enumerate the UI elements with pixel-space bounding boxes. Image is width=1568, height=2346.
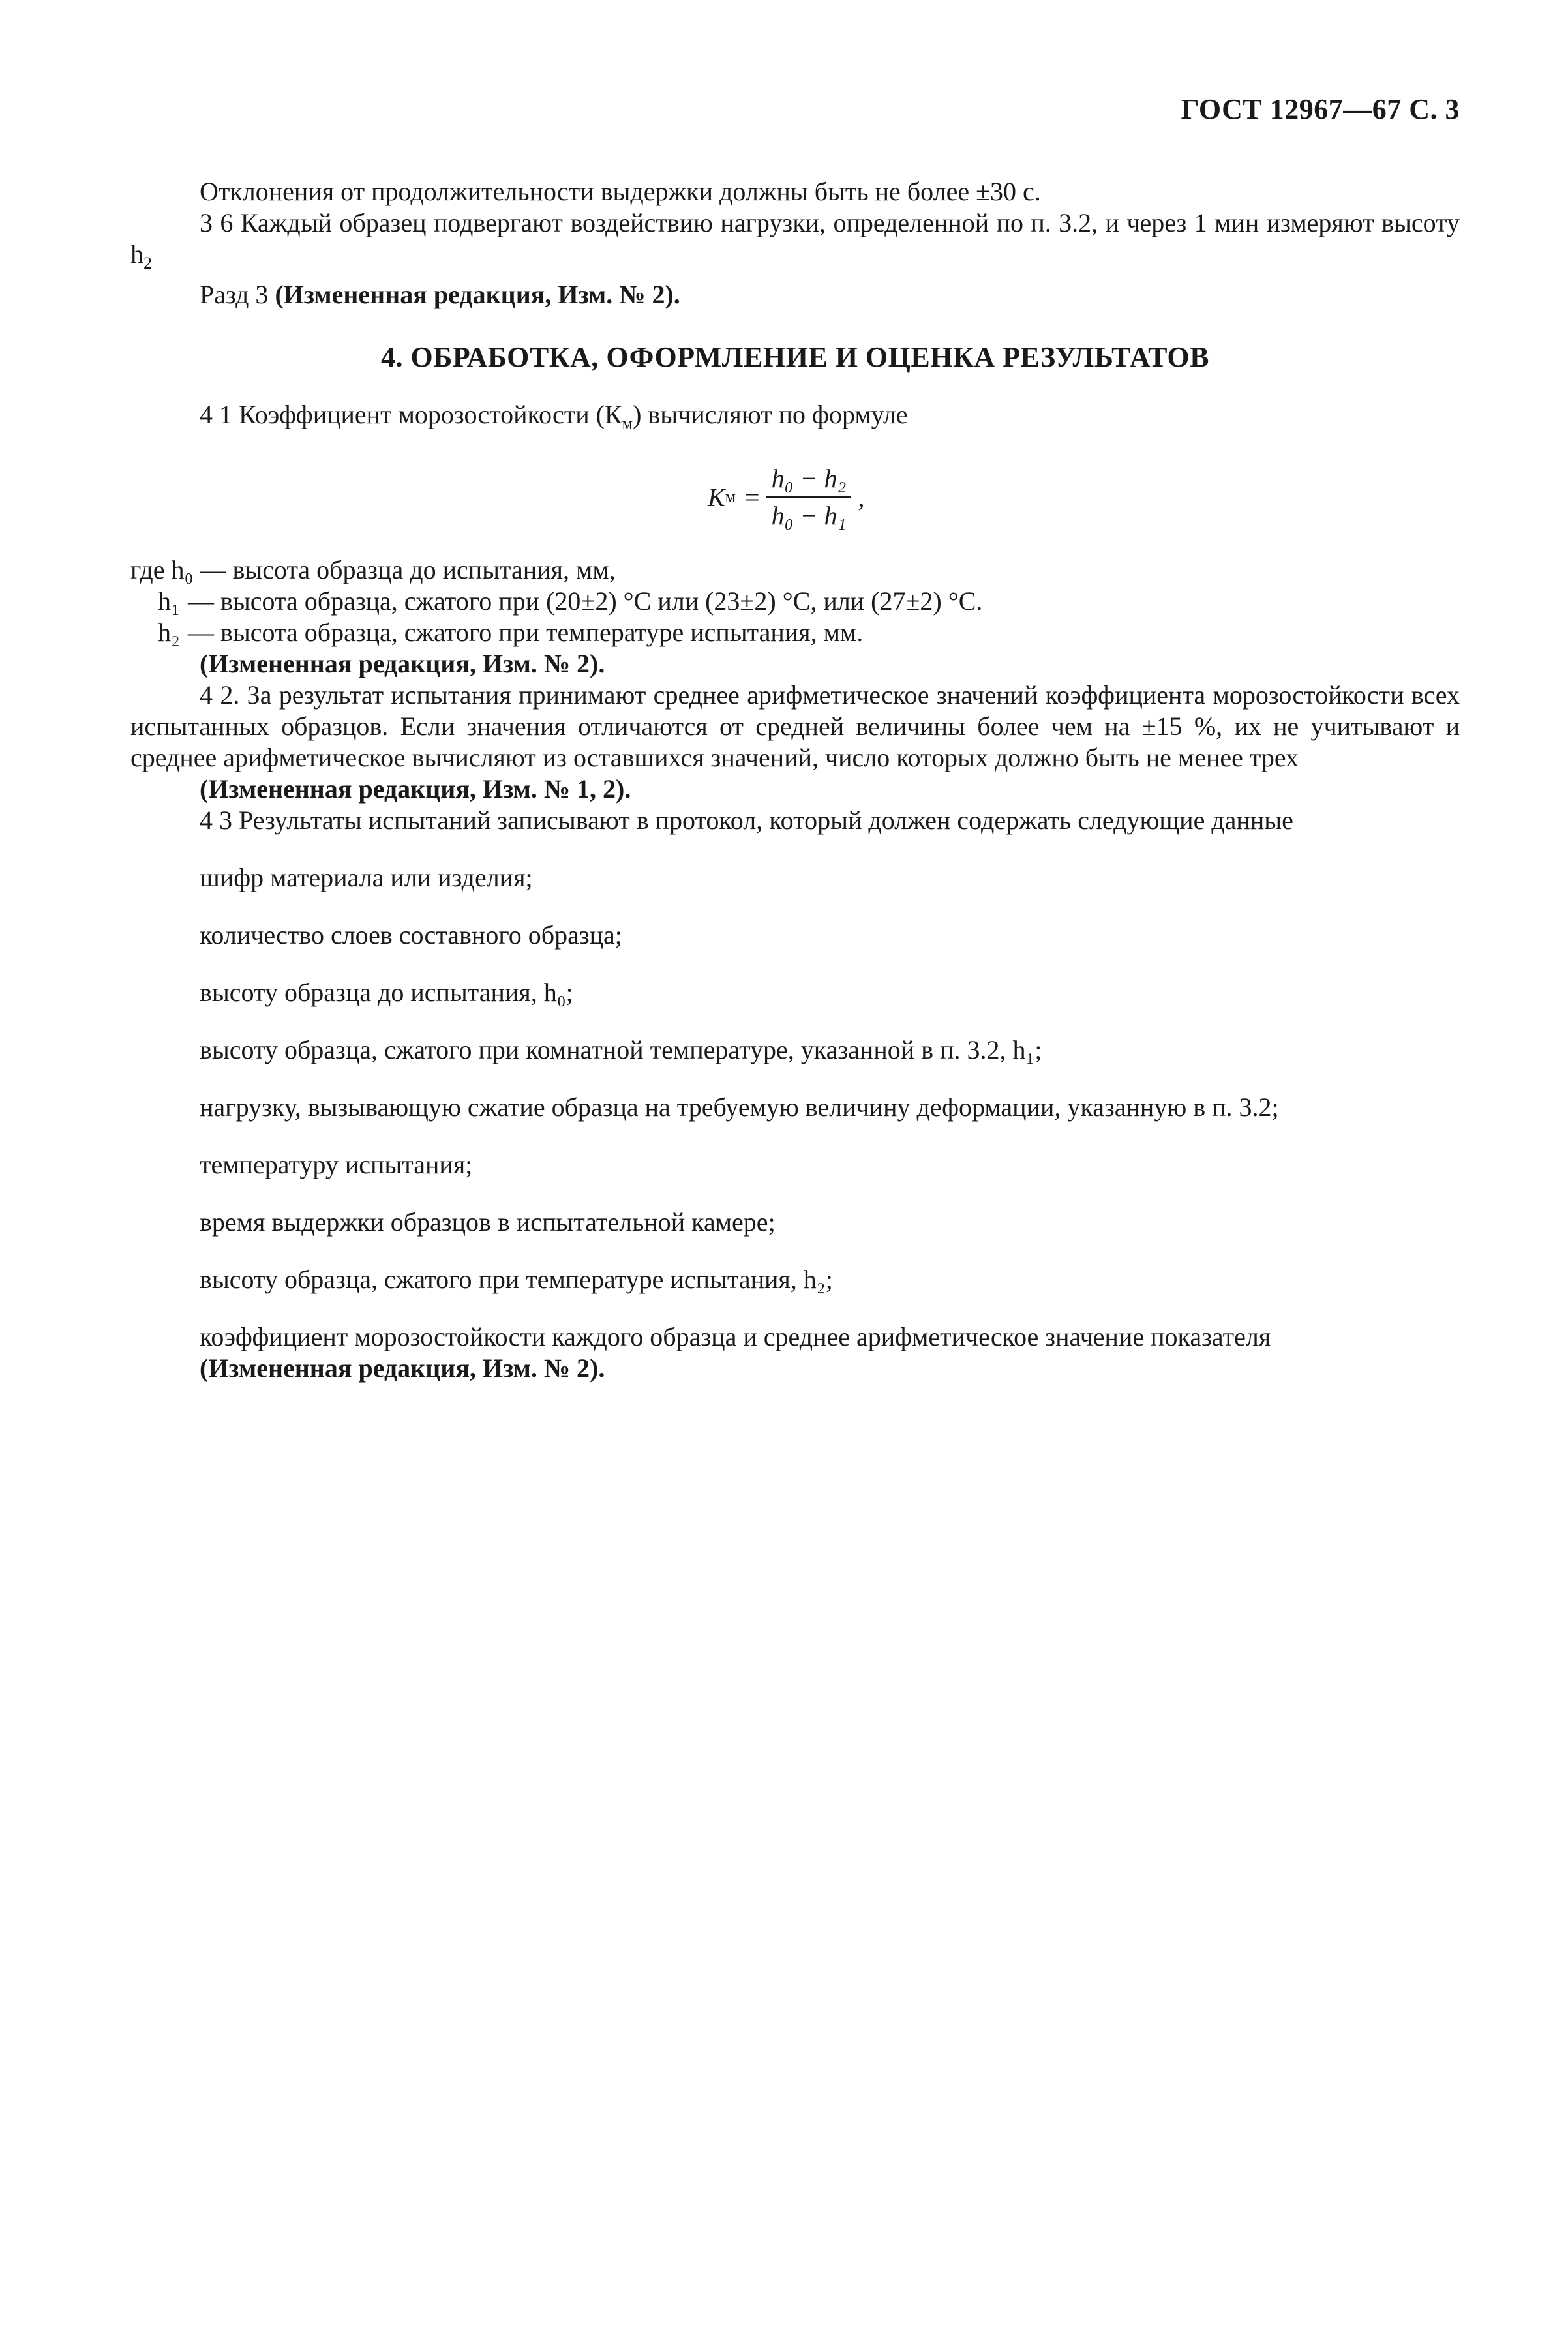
list-item: количество слоев составного образца; [200, 920, 622, 950]
p41-tail: ) вычисляют по формуле [633, 400, 908, 429]
where-label-h1: h₁ [158, 586, 180, 616]
formula-lhs: К [708, 482, 725, 512]
where-block [130, 554, 1460, 648]
where-text-h2: — высота образца, сжатого при температуре испытания, мм. [188, 618, 864, 647]
razd-3-note [130, 279, 1460, 310]
formula-fraction [766, 463, 852, 531]
p41-sub: м [622, 414, 633, 433]
paragraph-3-6-text: 3 6 Каждый образец подвергают воздействию нагрузки, определенной по п. 3.2, и через 1 мин измеряют высоту h [130, 208, 1460, 269]
main-body [130, 648, 1460, 1384]
where-row-h1 [130, 586, 1460, 617]
paragraph-4-1 [130, 399, 1460, 440]
list-item: время выдержки образцов в испытательной камере; [200, 1207, 776, 1237]
paragraph-deviation: Отклонения от продолжительности выдержки должны быть не более ±30 с. [200, 177, 1041, 206]
where-label-h2: h₂ [158, 618, 180, 647]
edit-note-3: (Измененная редакция, Изм. № 2). [200, 1353, 605, 1383]
formula-comma: , [858, 482, 865, 512]
formula-denominator: h₀ − h₁ [771, 501, 847, 530]
razd-edit-note: (Измененная редакция, Изм. № 2). [275, 280, 680, 309]
paragraph-3-6-sub: 2 [143, 254, 152, 273]
formula-numerator: h₀ − h₂ [766, 463, 852, 498]
list-item: высоту образца, сжатого при температуре испытания, h₂; [200, 1265, 833, 1294]
page-header: ГОСТ 12967—67 С. 3 [1181, 93, 1460, 125]
where-row-h2 [130, 617, 1460, 648]
edit-note-2: (Измененная редакция, Изм. № 1, 2). [200, 774, 631, 804]
formula-equals: = [745, 482, 760, 512]
section-4-title: 4. ОБРАБОТКА, ОФОРМЛЕНИЕ И ОЦЕНКА РЕЗУЛЬТАТОВ [381, 341, 1209, 373]
list-item: нагрузку, вызывающую сжатие образца на требуемую величину деформации, указанную в п. 3.2; [200, 1092, 1279, 1122]
list-item-last: коэффициент морозостойкости каждого образца и среднее арифметическое значение показателя [200, 1322, 1271, 1351]
frost-resistance-formula [708, 463, 864, 531]
edit-note-1: (Измененная редакция, Изм. № 2). [200, 649, 605, 678]
formula-lhs-sub: м [725, 487, 736, 506]
list-item: температуру испытания; [200, 1150, 473, 1179]
razd-prefix: Разд 3 [200, 280, 275, 309]
list-item: высоту образца до испытания, h₀; [200, 978, 573, 1007]
paragraph-4-1-block [130, 399, 1460, 440]
where-text-h1: — высота образца, сжатого при (20±2) °С или (23±2) °С, или (27±2) °С. [188, 586, 983, 616]
list-item: шифр материала или изделия; [200, 863, 533, 892]
paragraph-3-6 [130, 207, 1460, 279]
p41-text: 4 1 Коэффициент морозостойкости (К [200, 400, 622, 429]
paragraph-4-2: 4 2. За результат испытания принимают среднее арифметическое значений коэффициента морозостойкости всех испытанных образцов. Если значения отличаются от средней величины более чем на ±15 %, их не учитывают и среднее арифметическое вычисляют из оставшихся значений, число которых должно быть не менее трех [130, 680, 1460, 772]
where-text-h0: — высота образца до испытания, мм, [200, 555, 616, 584]
where-label-h0: где h₀ [130, 555, 194, 584]
where-row-h0 [130, 554, 1460, 586]
paragraph-4-3: 4 3 Результаты испытаний записывают в протокол, который должен содержать следующие данные [200, 805, 1293, 835]
list-item: высоту образца, сжатого при комнатной температуре, указанной в п. 3.2, h₁; [200, 1035, 1042, 1064]
top-block [130, 176, 1460, 310]
